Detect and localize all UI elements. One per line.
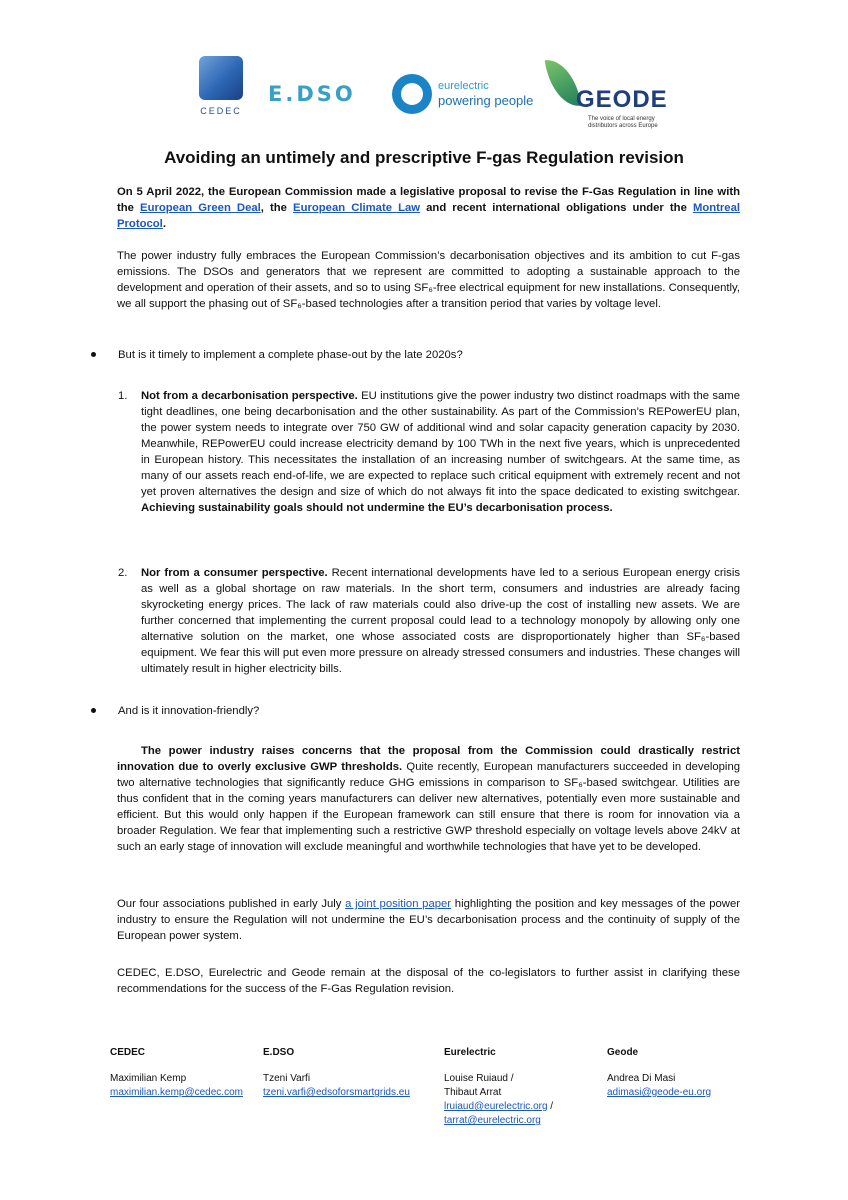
contact-email-link-2[interactable]: tarrat@eurelectric.org [444,1115,541,1126]
bullet-dot-icon [91,352,96,357]
item-2-body: Recent international developments have led to a serious European energy crisis as well as a global shortage on raw materials. In the short term, consumers and industries are already facing skyrocketing energy prices. The lack of raw materials could also drive-up the cost of installing new assets. We are further concerned that implementing the current proposal could lead to a technology monopoly by allowing only one alternative solution on the market, one whose associated costs are disproportionately higher than SF₆-based equipment. We fear this will put even more pressure on already stressed consumers and industries. These changes will ultimately result in higher electricity bills. [141,567,740,675]
eurelectric-logo-name: eurelectric [438,80,489,92]
bullet-timely-text: But is it timely to implement a complete phase-out by the late 2020s? [118,349,463,361]
position-paper-text-1: Our four associations published in early July [117,898,346,910]
paragraph-commitment: The power industry fully embraces the European Commission’s decarbonisation objectives and its ambition to cut F-gas emissions. The DSOs and generators that we represent are committed to adopting a sustainable approach to the development and operation of their assets, and so to using SF₆-free electrical equipment for new installations. Consequently, we all support the phasing out of SF₆-based technologies after a transition period that varies by voltage level. [117,250,740,310]
link-joint-position-paper[interactable]: a joint position paper [345,898,452,910]
link-montreal-protocol[interactable]: Montreal Protocol [117,202,741,230]
paragraph-innovation [117,743,740,855]
eurelectric-emblem-icon [392,74,432,114]
cedec-logo-text: CEDEC [200,106,242,116]
contact-org: E.DSO [263,1047,295,1058]
cedec-emblem-icon [199,56,243,100]
intro-text-3: and recent international obligations under the [420,202,693,214]
item-2-lead: Nor from a consumer perspective. [141,567,328,579]
contact-email-link[interactable]: tzeni.varfi@edsoforsmartgrids.eu [263,1087,410,1098]
item-1-body: EU institutions give the power industry two distinct roadmaps with the same tight deadlines, one being decarbonisation and the other sustainability. As part of the Commission’s REPowerEU plan, the power system needs to integrate over 750 GW of additional wind and solar capacity generation capacity by 2030. Meanwhile, REPowerEU could increase electricity demand by 100 TWh in the next five years, which is unprecedented in European history. This necessitates the installation of an increasing number of switchgears. At the same time, as many of our assets reach end-of-life, we are expected to replace such critical equipment with extremely recent and not yet proven alternatives the design and size of which do not always fit into the space dedicated to existing switchgear. [141,390,741,498]
document-title: Avoiding an untimely and prescriptive F-gas Regulation revision [164,148,684,167]
contact-email-link[interactable]: lruiaud@eurelectric.org [444,1101,548,1112]
contact-name: Tzeni Varfi [263,1073,311,1084]
item-2-number: 2. [118,567,128,579]
contact-email-separator: / [547,1101,554,1112]
geode-logo-tagline: The voice of local energy distributors across Europe [588,116,658,129]
contact-name-2: Thibaut Arrat [444,1087,502,1098]
innovation-body: Quite recently, European manufacturers succeeded in developing two alternative technologies that significantly reduce GHG emissions in comparison to SF₆-based switchgear. Utilities are thus confident that in the coming years manufacturers can deliver new alternatives, potentially even more sustainable and efficient. But this would only happen if the European framework can still ensure that there is room for innovation via a broader Regulation. We fear that implementing such a restrictive GWP threshold especially on voltage levels above 24kV at such an early stage of innovation will exclude meaningful and worthwhile technologies that have yet to be developed. [117,761,741,853]
edso-logo-text: E.DSO [268,82,356,106]
contact-name: Maximilian Kemp [110,1073,187,1084]
contact-edso [263,1046,410,1100]
contact-cedec [110,1046,243,1100]
eurelectric-logo [392,74,542,124]
link-european-climate-law[interactable]: European Climate Law [293,202,421,214]
paragraph-position-paper [117,896,740,944]
item-2-paragraph [141,565,740,677]
intro-text-2: , the [260,202,294,214]
contact-email-link[interactable]: adimasi@geode-eu.org [607,1087,712,1098]
intro-text-1: On 5 April 2022, the European Commission made a legislative proposal to revise the F-Gas Regulation in line with the [117,186,740,214]
item-1-lead: Not from a decarbonisation perspective. [141,390,358,402]
item-1-paragraph [141,388,740,516]
contact-org: CEDEC [110,1047,146,1058]
geode-logo-name: GEODE [576,86,668,113]
bullet-innovation-text: And is it innovation-friendly? [118,705,260,717]
contact-org: Geode [607,1047,639,1058]
link-european-green-deal[interactable]: European Green Deal [140,202,261,214]
contact-eurelectric [444,1046,553,1128]
position-paper-text-2: highlighting the position and key messages of the power industry to ensure the Regulation will not undermine the EU’s decarbonisation process and the continuity of supply of the European power system. [117,898,741,942]
logo-bar [190,56,670,136]
contact-email-line [444,1100,553,1114]
intro-text-4: . [162,218,166,230]
intro-paragraph [117,184,740,232]
edso-logo [268,82,368,122]
contact-geode [607,1046,711,1100]
contact-name: Louise Ruiaud / [444,1073,514,1084]
eurelectric-logo-slogan: powering people [438,93,534,108]
item-1-closing: Achieving sustainability goals should not undermine the EU’s decarbonisation process. [141,502,613,514]
innovation-lead: The power industry raises concerns that the proposal from the Commission could drastically restrict innovation due to overly exclusive GWP thresholds. [117,745,740,773]
bullet-dot-icon [91,708,96,713]
paragraph-closing: CEDEC, E.DSO, Eurelectric and Geode remain at the disposal of the co-legislators to further assist in clarifying these recommendations for the success of the F-Gas Regulation revision. [117,967,740,995]
cedec-logo [196,56,246,126]
contact-email-link[interactable]: maximilian.kemp@cedec.com [110,1087,243,1098]
item-1-number: 1. [118,390,128,402]
contact-name: Andrea Di Masi [607,1073,676,1084]
geode-logo [548,56,670,136]
contact-org: Eurelectric [444,1047,496,1058]
